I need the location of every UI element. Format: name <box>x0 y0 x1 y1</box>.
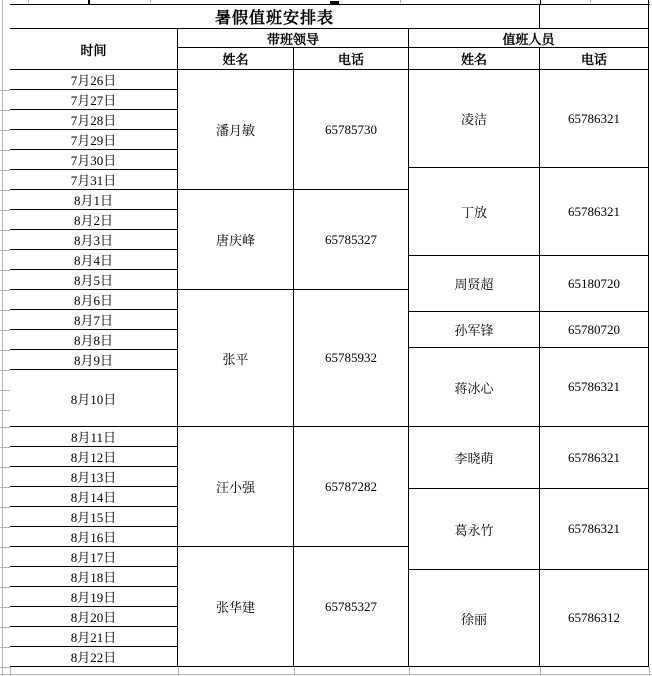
gridline <box>0 270 10 271</box>
date-cell[interactable] <box>10 270 178 290</box>
duty-name-cell-text: 蒋冰心 <box>454 380 494 396</box>
header-duty-group-text: 值班人员 <box>502 31 555 47</box>
gridline <box>0 447 10 448</box>
date-cell-text: 8月20日 <box>70 610 117 625</box>
duty-phone-cell-text: 65786321 <box>568 110 620 126</box>
header-duty-name-text: 姓名 <box>460 52 487 67</box>
date-cell-text: 8月3日 <box>73 233 113 248</box>
duty-name-cell-text: 周贤超 <box>454 277 494 292</box>
gridline <box>0 130 10 131</box>
duty-phone-cell[interactable] <box>540 489 649 570</box>
date-cell[interactable] <box>10 427 178 447</box>
date-cell-text: 8月13日 <box>70 470 117 485</box>
duty-name-cell[interactable] <box>409 312 540 348</box>
header-leader-group[interactable] <box>178 29 409 48</box>
gridline <box>0 370 10 371</box>
date-cell-text: 8月1日 <box>73 193 113 208</box>
date-cell-text: 8月10日 <box>70 391 117 407</box>
date-cell-text: 8月18日 <box>70 570 117 585</box>
duty-name-cell[interactable] <box>409 168 540 256</box>
date-cell[interactable] <box>10 607 178 627</box>
gridline <box>0 627 10 628</box>
gridline <box>0 527 10 528</box>
duty-phone-cell[interactable] <box>540 348 649 427</box>
duty-name-cell-text: 徐丽 <box>460 611 487 627</box>
date-cell[interactable] <box>10 627 178 647</box>
date-cell[interactable] <box>10 170 178 190</box>
leader-phone-cell[interactable] <box>294 427 409 547</box>
gridline <box>0 390 10 391</box>
date-cell[interactable] <box>10 467 178 487</box>
gridline <box>0 110 10 111</box>
gridline <box>0 230 10 231</box>
date-cell[interactable] <box>10 150 178 170</box>
date-cell-text: 8月6日 <box>73 293 113 308</box>
duty-phone-cell[interactable] <box>540 427 649 489</box>
gridline <box>0 667 10 668</box>
date-cell[interactable] <box>10 70 178 90</box>
duty-phone-cell-text: 65786321 <box>568 203 620 219</box>
header-leader-name[interactable] <box>178 48 294 70</box>
leader-phone-cell-text: 65787282 <box>325 478 377 494</box>
date-cell-text: 7月27日 <box>70 93 117 108</box>
date-cell-text: 8月4日 <box>73 253 113 268</box>
date-cell[interactable] <box>10 130 178 150</box>
date-cell-text: 8月9日 <box>73 353 113 368</box>
gridline <box>150 0 151 3</box>
leader-phone-cell[interactable] <box>294 290 409 427</box>
gridline <box>0 290 10 291</box>
gridline <box>28 0 29 3</box>
date-cell[interactable] <box>10 370 178 427</box>
gridline <box>400 0 401 3</box>
leader-phone-cell[interactable] <box>294 70 409 190</box>
leader-phone-cell[interactable] <box>294 190 409 290</box>
date-cell-text: 8月15日 <box>70 510 117 525</box>
duty-name-cell-text: 李晓萌 <box>454 451 494 466</box>
duty-name-cell[interactable] <box>409 570 540 667</box>
gridline <box>0 487 10 488</box>
gridline <box>0 587 10 588</box>
duty-phone-cell-text: 65180720 <box>568 275 620 291</box>
header-duty-name[interactable] <box>409 48 540 70</box>
date-cell[interactable] <box>10 587 178 607</box>
leader-name-cell[interactable] <box>178 190 294 290</box>
date-cell[interactable] <box>10 487 178 507</box>
leader-name-cell-text: 汪小强 <box>215 480 255 495</box>
duty-name-cell[interactable] <box>409 489 540 570</box>
header-leader-group-text: 带班领导 <box>266 31 319 47</box>
date-cell-text: 7月31日 <box>70 173 117 188</box>
date-cell-text: 8月2日 <box>73 213 113 228</box>
gridline <box>0 190 10 191</box>
header-time[interactable] <box>10 29 178 70</box>
leader-phone-cell[interactable] <box>294 547 409 667</box>
date-cell-text: 8月8日 <box>73 333 113 348</box>
gridline <box>0 607 10 608</box>
gridline <box>0 467 10 468</box>
date-cell-text: 8月12日 <box>70 450 117 465</box>
leader-phone-cell-text: 65785327 <box>325 598 377 614</box>
gridline <box>0 170 10 171</box>
date-cell[interactable] <box>10 567 178 587</box>
gridline <box>0 547 10 548</box>
duty-name-cell-text: 丁放 <box>460 205 487 220</box>
duty-name-cell[interactable] <box>409 348 540 427</box>
date-cell[interactable] <box>10 230 178 250</box>
gridline <box>0 250 10 251</box>
date-cell-text: 8月16日 <box>70 530 117 545</box>
table-title-text: 暑假值班安排表 <box>214 9 334 27</box>
duty-phone-cell[interactable] <box>540 70 649 168</box>
header-duty-group[interactable] <box>409 29 649 48</box>
leader-name-cell[interactable] <box>178 547 294 667</box>
date-cell-text: 8月17日 <box>70 550 117 565</box>
duty-name-cell[interactable] <box>409 70 540 168</box>
date-cell-text: 8月22日 <box>70 650 117 665</box>
date-cell-text: 8月21日 <box>70 630 117 645</box>
duty-phone-cell[interactable] <box>540 570 649 667</box>
duty-phone-cell[interactable] <box>540 168 649 256</box>
top-right-empty-cell[interactable] <box>540 4 649 29</box>
duty-phone-cell-text: 65780720 <box>568 321 620 337</box>
duty-phone-cell-text: 65786321 <box>568 379 620 394</box>
date-cell[interactable] <box>10 507 178 527</box>
date-cell[interactable] <box>10 190 178 210</box>
gridline <box>0 310 10 311</box>
leader-name-cell-text: 张平 <box>222 351 249 367</box>
duty-phone-cell-text: 65786312 <box>568 610 620 625</box>
date-cell[interactable] <box>10 330 178 350</box>
duty-phone-cell-text: 65786321 <box>568 521 620 536</box>
date-cell[interactable] <box>10 110 178 130</box>
gridline <box>0 90 10 91</box>
date-cell[interactable] <box>10 527 178 547</box>
duty-name-cell-text: 孙军锋 <box>454 323 494 338</box>
date-cell-text: 8月11日 <box>70 430 117 445</box>
duty-phone-cell-text: 65786321 <box>568 449 620 465</box>
leader-phone-cell-text: 65785932 <box>325 350 377 365</box>
date-cell[interactable] <box>10 547 178 567</box>
date-cell-text: 8月14日 <box>70 490 117 505</box>
gridline <box>0 427 10 428</box>
gridline <box>0 647 10 648</box>
date-cell[interactable] <box>10 90 178 110</box>
date-cell[interactable] <box>10 210 178 230</box>
duty-phone-cell[interactable] <box>540 312 649 348</box>
leader-phone-cell-text: 65785730 <box>325 121 377 137</box>
gridline <box>590 0 591 3</box>
leader-name-cell[interactable] <box>178 70 294 190</box>
table-title[interactable] <box>10 4 540 29</box>
gridline <box>0 350 10 351</box>
date-cell-text: 7月30日 <box>70 153 117 168</box>
leader-name-cell[interactable] <box>178 290 294 427</box>
date-cell[interactable] <box>10 310 178 330</box>
gridline <box>0 410 10 411</box>
header-duty-phone-text: 电话 <box>580 52 607 67</box>
header-leader-phone[interactable] <box>294 48 409 70</box>
duty-name-cell-text: 葛永竹 <box>454 522 494 538</box>
duty-name-cell-text: 凌洁 <box>460 112 487 127</box>
leader-name-cell[interactable] <box>178 427 294 547</box>
duty-phone-cell[interactable] <box>540 256 649 312</box>
leader-name-cell-text: 唐庆峰 <box>215 233 255 248</box>
date-cell[interactable] <box>10 290 178 310</box>
gridline <box>0 150 10 151</box>
date-cell-text: 8月19日 <box>70 590 117 605</box>
date-cell[interactable] <box>10 647 178 667</box>
gridline <box>0 507 10 508</box>
leader-name-cell-text: 潘月敏 <box>215 123 255 138</box>
header-duty-phone[interactable] <box>540 48 649 70</box>
duty-name-cell[interactable] <box>409 256 540 312</box>
date-cell-text: 8月7日 <box>73 313 113 328</box>
leader-phone-cell-text: 65785327 <box>325 231 377 247</box>
gridline <box>0 330 10 331</box>
date-cell[interactable] <box>10 350 178 370</box>
duty-name-cell[interactable] <box>409 427 540 489</box>
date-cell-text: 8月5日 <box>73 273 113 288</box>
date-cell-text: 7月28日 <box>70 113 117 128</box>
left-column-gridline <box>2 0 3 676</box>
date-cell[interactable] <box>10 447 178 467</box>
date-cell-text: 7月26日 <box>70 73 117 88</box>
gridline <box>0 567 10 568</box>
header-leader-name-text: 姓名 <box>222 52 249 67</box>
header-leader-phone-text: 电话 <box>337 52 364 67</box>
bottom-row-gridline <box>0 674 652 675</box>
gridline <box>0 210 10 211</box>
date-cell[interactable] <box>10 250 178 270</box>
header-time-text: 时间 <box>80 42 107 58</box>
leader-name-cell-text: 张华建 <box>215 600 255 615</box>
date-cell-text: 7月29日 <box>70 133 117 148</box>
